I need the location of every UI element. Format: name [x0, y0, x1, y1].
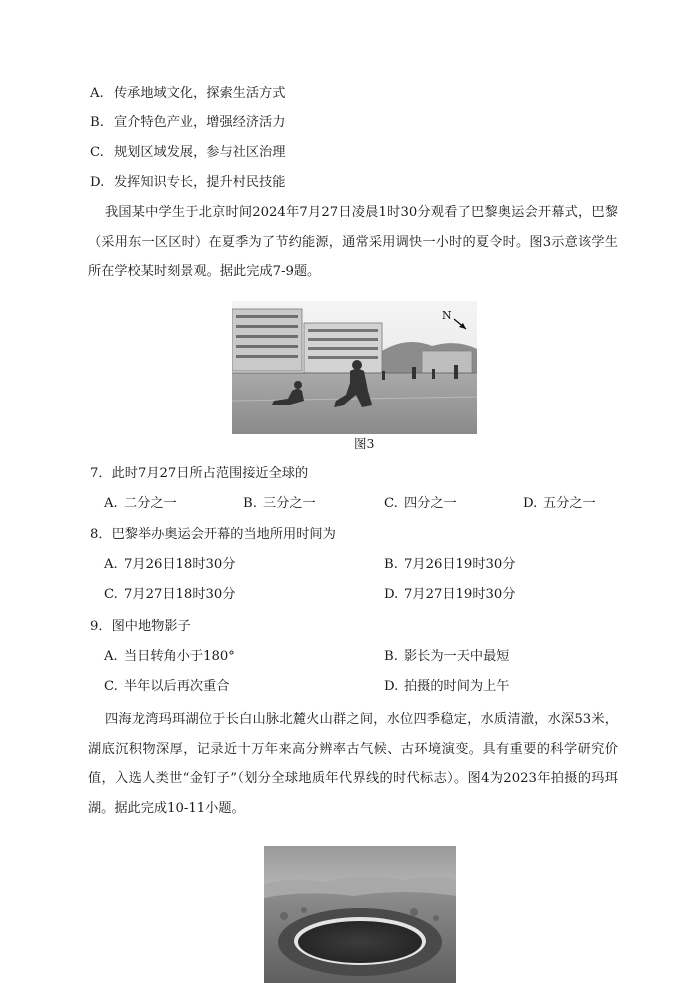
- q9-option-a-key: A.: [104, 649, 118, 664]
- q7-option-d-key: D.: [523, 496, 538, 511]
- q8-option-d-key: D.: [384, 587, 399, 602]
- q7-option-a-key: A.: [104, 496, 118, 511]
- q8-option-b-text: 7月26日19时30分: [404, 557, 516, 572]
- q8-option-b-key: B.: [384, 557, 398, 572]
- figure-4-maar-lake-photo: [264, 846, 456, 983]
- passage-maar-lake: 四海龙湾玛珥湖位于长白山脉北麓火山群之间，水位四季稳定，水质清澈，水深53米，湖底沉积物深厚，记录近十万年来高分辨率古气候、古环境演变。具有重要的科学研究价值，入选人类世“金钉子”（划分全球地质年代界线的时代标志）。图4为2023年拍摄的玛珥湖。据此完成10-11小题。: [88, 712, 618, 816]
- prev-option-d-key: D.: [90, 175, 105, 190]
- north-label: N: [442, 309, 452, 322]
- q7-option-d-text: 五分之一: [543, 496, 596, 511]
- passage-paris-olympics: 我国某中学生于北京时间2024年7月27日凌晨1时30分观看了巴黎奥运会开幕式，巴黎（采用东一区区时）在夏季为了节约能源，通常采用调快一小时的夏令时。图3示意该学生所在学校某时刻景观。据此完成7-9题。: [88, 205, 618, 279]
- prev-option-a-key: A.: [90, 86, 104, 101]
- q9-option-c-key: C.: [104, 679, 118, 694]
- q8-option-c-key: C.: [104, 587, 118, 602]
- q8-option-a-key: A.: [104, 557, 118, 572]
- q7-option-b-key: B.: [243, 496, 257, 511]
- school-campus-illustration: [232, 301, 477, 434]
- q8-option-d-text: 7月27日19时30分: [404, 587, 516, 602]
- figure-3-caption: 图3: [354, 436, 375, 451]
- q7-option-a-text: 二分之一: [124, 496, 177, 511]
- question-8-stem: 8．巴黎举办奥运会开幕的当地所用时间为: [90, 527, 336, 542]
- q9-option-d-key: D.: [384, 679, 399, 694]
- q8-option-a-text: 7月26日18时30分: [124, 557, 236, 572]
- prev-option-d-text: 发挥知识专长，提升村民技能: [114, 175, 286, 190]
- figure-3-school-photo: [232, 301, 477, 434]
- q8-option-c-text: 7月27日18时30分: [124, 587, 236, 602]
- prev-option-b-key: B.: [90, 115, 104, 130]
- q7-option-b-text: 三分之一: [263, 496, 316, 511]
- q7-option-c-key: C.: [384, 496, 398, 511]
- prev-option-a-text: 传承地域文化，探索生活方式: [114, 86, 286, 101]
- maar-lake-illustration: [264, 846, 456, 983]
- q9-option-b-key: B.: [384, 649, 398, 664]
- prev-option-c-key: C.: [90, 145, 104, 160]
- q9-option-b-text: 影长为一天中最短: [404, 649, 510, 664]
- prev-option-c-text: 规划区域发展，参与社区治理: [114, 145, 286, 160]
- prev-option-b-text: 宣介特色产业，增强经济活力: [114, 115, 286, 130]
- question-9-stem: 9．图中地物影子: [90, 619, 191, 634]
- q9-option-d-text: 拍摄的时间为上午: [404, 679, 510, 694]
- question-7-stem: 7．此时7月27日所占范围接近全球的: [90, 466, 309, 481]
- q9-option-c-text: 半年以后再次重合: [124, 679, 230, 694]
- q9-option-a-text: 当日转角小于180°: [124, 649, 235, 664]
- q7-option-c-text: 四分之一: [404, 496, 457, 511]
